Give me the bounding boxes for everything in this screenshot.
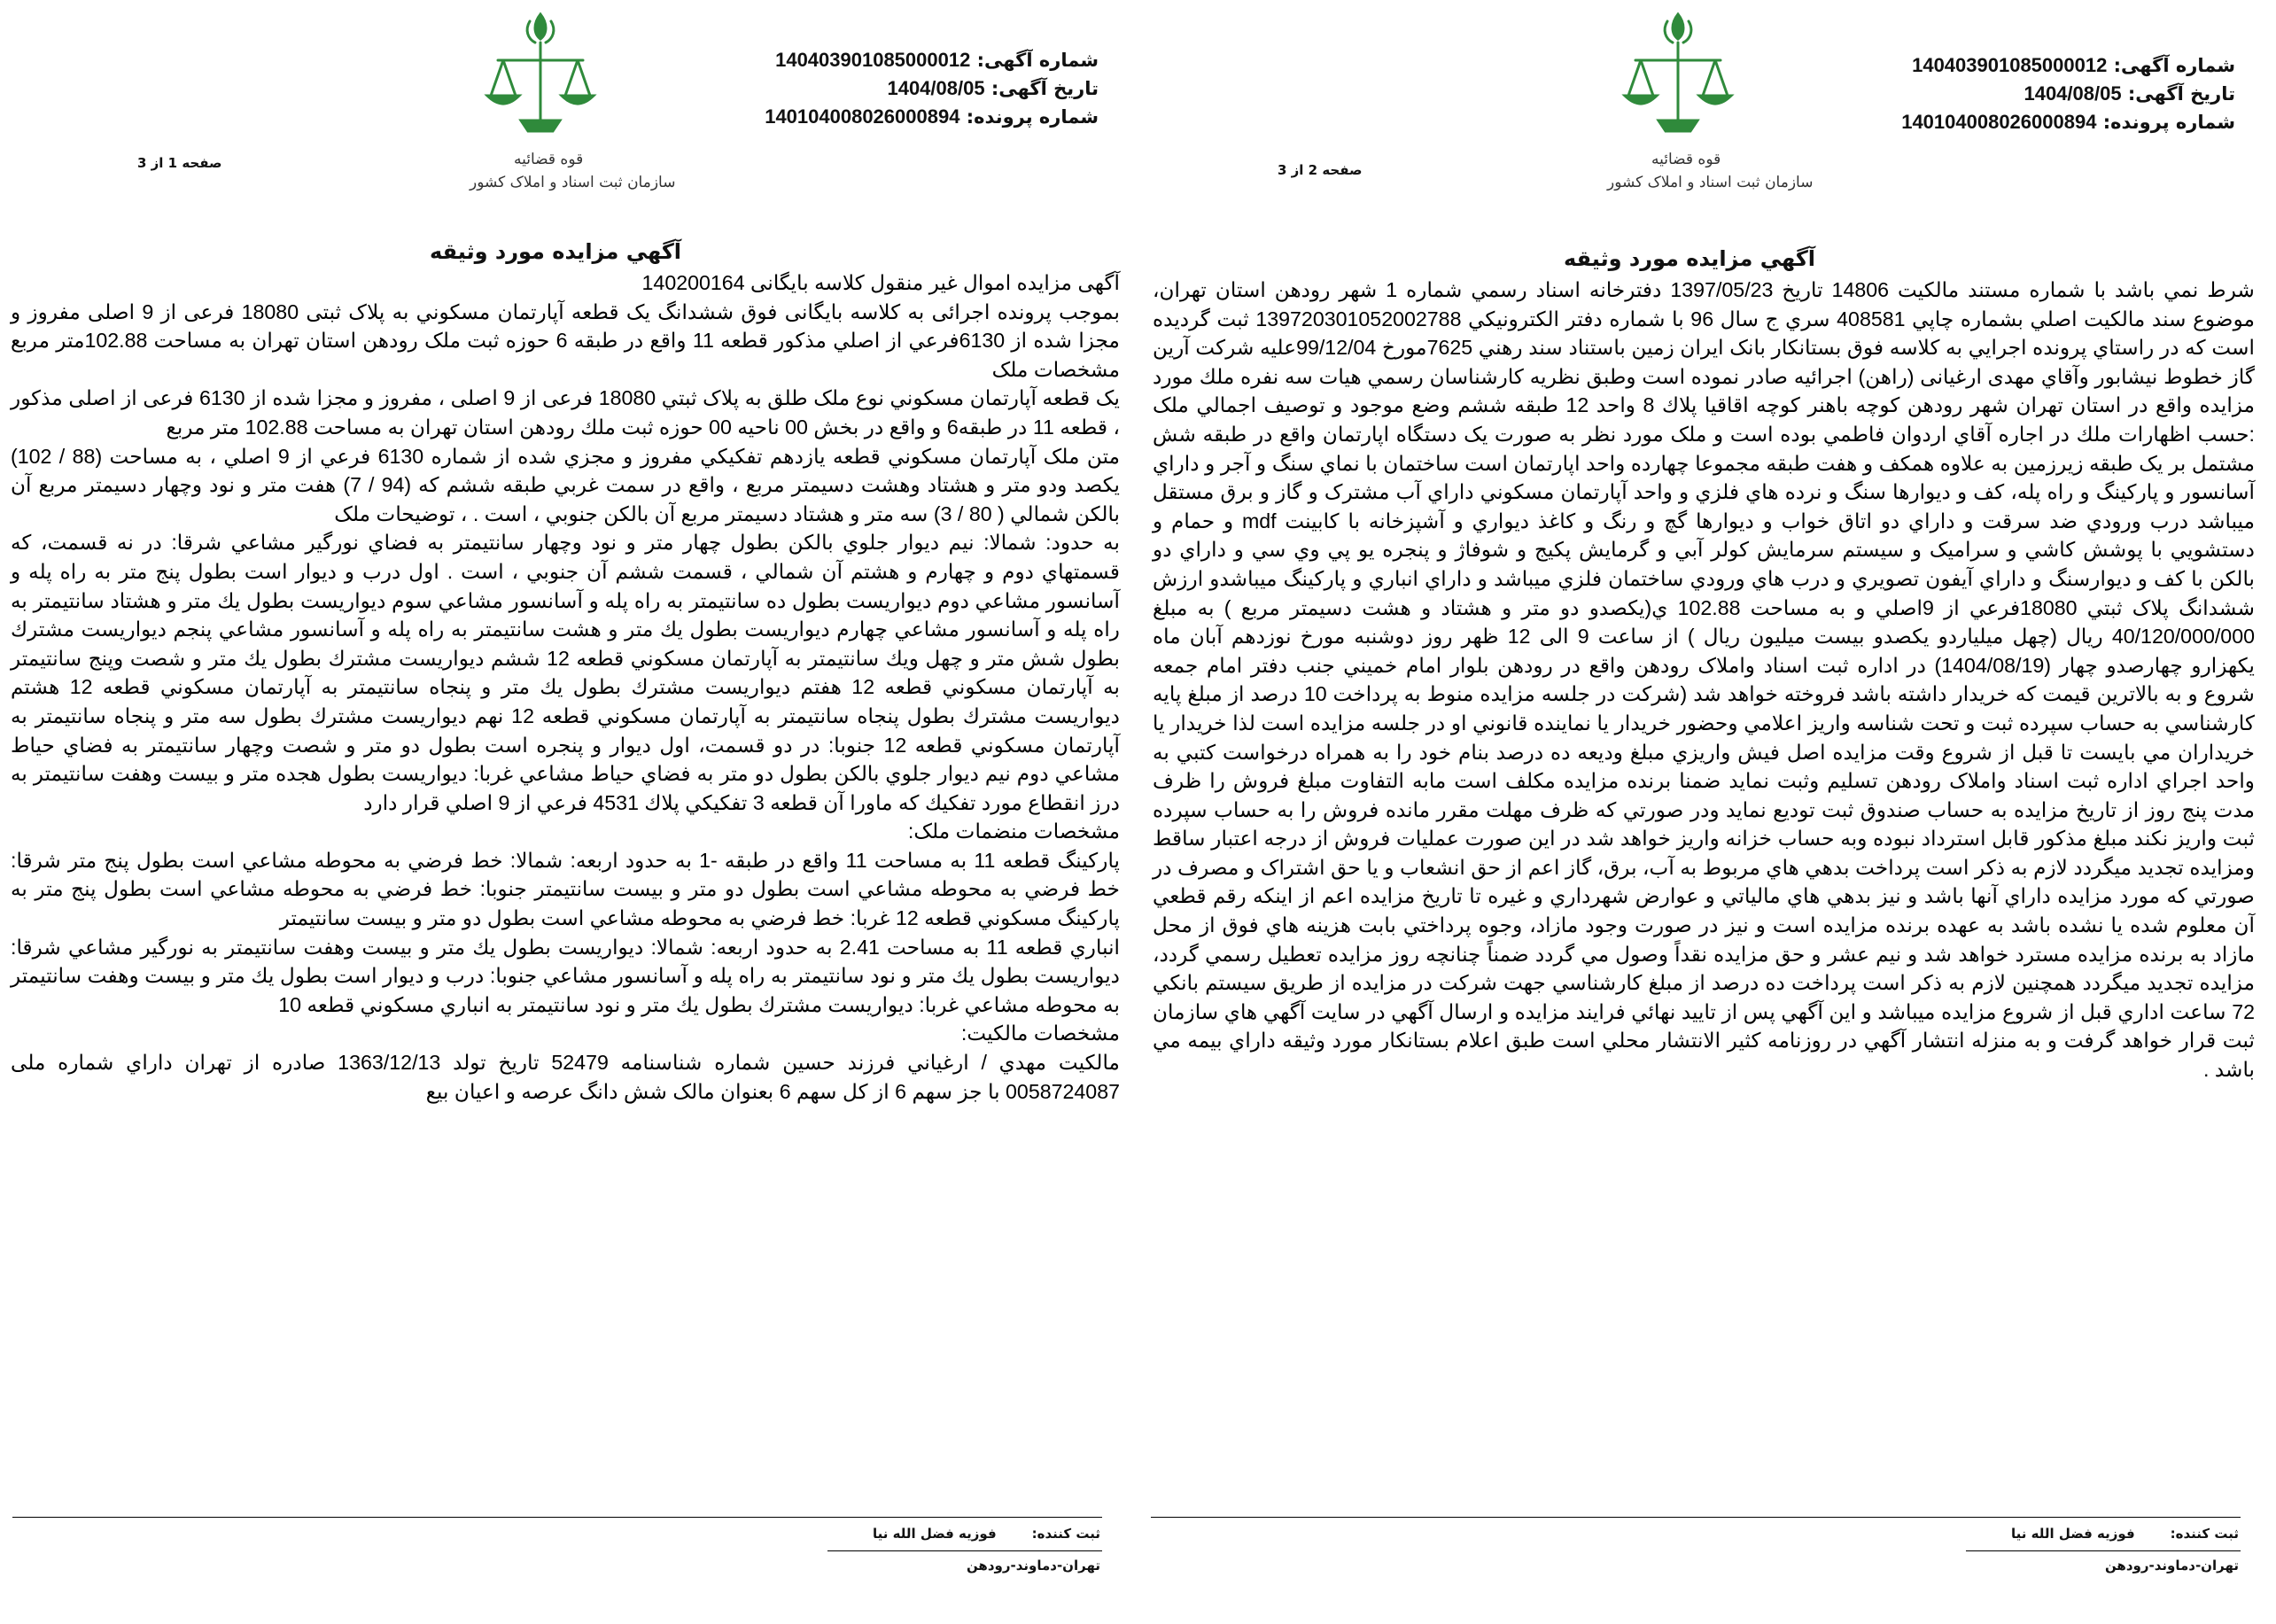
- footer-location: تهران-دماوند-رودهن: [2104, 1558, 2239, 1573]
- footer-divider: [1151, 1517, 2241, 1518]
- paragraph: متن ملک آپارتمان مسكوني قطعه يازدهم تفكيكي مفروز و مجزي شده از شماره 6130 فرعي از 9 اصلي ، به مساحت (88 / 102) يكصد ودو متر و هشتاد وهشت دسيمتر مربع ، واقع در سمت غربي طبقه ششم كه (94 / 7) هفت متر و نود وچهار دسيمتر مربع آن بالكن شمالي ( 80 / 3) سه متر و هشتاد دسيمتر مربع آن بالكن جنوبي ، است . ، توضيحات ملک: [11, 444, 1121, 525]
- page-number: صفحه 1 از 3: [137, 155, 222, 171]
- paragraph: آگهی مزایده اموال غیر منقول کلاسه بایگانی 140200164: [641, 271, 1120, 294]
- registrar-label: ثبت کننده:: [1031, 1526, 1100, 1542]
- emblem-caption-top: قوه قضائیه: [514, 151, 584, 168]
- page-2: [1138, 0, 2276, 1624]
- scales-of-justice-icon: [478, 7, 602, 149]
- paragraph: يک قطعه آپارتمان مسكوني نوع ملک طلق به پلاک ثبتي 18080 فرعی از 9 اصلی ، مفروز و مجزا شده از 6130 فرعی از اصلی مذکور ، قطعه 11 در طبقه6 و واقع در بخش 00 ناحيه 00 حوزه ثبت ملك رودهن استان تهران به مساحت 102.88 متر مربع: [11, 386, 1121, 439]
- file-number: 140104008026000894: [1901, 111, 2097, 133]
- paragraph: انباري قطعه 11 به مساحت 2.41 به حدود اربعه: شمالا: ديواريست بطول يك متر و بيست وهفت سانتيمتر به نورگير مشاعي شرقا: ديواريست بطول يك متر و نود سانتيمتر به راه پله و آسانسور مشاعي جنوبا: درب و ديوار است بطول يك متر و بيست وهفت سانتيمتر به محوطه مشاعي غربا: ديواريست مشترك بطول يك متر و نود سانتيمتر به انباري مسكوني قطعه 10: [11, 935, 1120, 1016]
- notice-number: 140403901085000012: [775, 49, 971, 71]
- document-title: آگهي مزايده مورد وثيقه: [429, 239, 681, 264]
- footer-divider: [1966, 1550, 2241, 1551]
- page-number: صفحه 2 از 3: [1278, 162, 1363, 178]
- notice-number-label: شماره آگهی:: [2113, 55, 2235, 76]
- judiciary-emblem-logo: [1607, 7, 1814, 198]
- emblem-caption-bottom: سازمان ثبت اسناد و املاک کشور: [470, 174, 676, 191]
- judiciary-emblem-logo: [470, 7, 676, 198]
- document-title: آگهي مزايده مورد وثيقه: [1563, 246, 1815, 271]
- notice-date-row: [765, 74, 1099, 103]
- emblem-caption-bottom: سازمان ثبت اسناد و املاک کشور: [1607, 174, 1814, 191]
- registrar: [2011, 1522, 2239, 1546]
- registrar-name: فوزیه فضل الله نیا: [2011, 1526, 2135, 1542]
- paragraph: مشخصات منضمات ملک:: [907, 820, 1120, 843]
- file-number-label: شماره پرونده:: [966, 106, 1099, 128]
- notice-number-row: [1901, 51, 2235, 80]
- paragraph: شرط نمي باشد با شماره مستند مالكيت 14806 تاريخ 1397/05/23 دفترخانه اسناد رسمي شماره 1 شهر رودهن استان تهران، موضوع سند مالكيت اصلي بشماره چاپي 408581 سري ج سال 96 با شماره دفتر الكترونيكي 139720301052002788 ثبت گرديده است كه در راستاي پرونده اجرايي به كلاسه فوق بستانكار بانک ايران زمين باستناد سند رهني 7625مورخ 99/12/04عليه شركت آرين گاز خطوط نيشابور وآقاي مهدی ارغیانی (راهن) اجرائيه صادر نموده است وطبق نظريه كارشناسان رسمي هيات سه نفره ملك مورد مزايده واقع در استان تهران شهر رودهن كوچه باهنر كوچه اقاقيا پلاك 8 واحد 12 طبقه ششم وضع موجود و توصيف اجمالي ملک :حسب اظهارات ملك در اجاره آقاي اردوان فاطمي بوده است و ملک مورد نظر به صورت يک دستگاه اپارتمان واقع در طبقه شش مشتمل بر يک طبقه زيرزمين به علاوه همكف و هفت طبقه مجموعا چهارده واحد اپارتمان است ساختمان با نماي سنگ و آجر و داراي آسانسور و پاركينگ و راه پله، كف و ديوارها سنگ و نرده هاي فلزي و واحد آپارتمان مسكوني داراي آب مشترک و گاز و برق مستقل ميباشد درب ورودي ضد سرقت و داراي دو اتاق خواب و ديوارها گچ و رنگ و كاغذ ديواري و آشپزخانه با كابينت mdf و حمام و دستشويي با پوشش كاشي و سراميک و سيستم سرمايش كولر آبي و گرمايش پكيج و شوفاژ و پنجره يو پي وي سي و داراي دو بالكن با كف و ديوارسنگ و داراي آيفون تصويري و درب هاي ورودي ساختمان فلزي ميباشد و داراي انباري و پاركينگ ميباشدو ارزش ششدانگ پلاک ثبتي 18080فرعي از 9اصلي و به مساحت 102.88 ي(يكصدو دو متر و هشتاد و هشت دسيمتر مربع ) به مبلغ 40/120/000/000 ريال (چهل ميلياردو يكصدو بيست ميليون ريال ) از ساعت 9 الی 12 ظهر روز دوشنبه مورخ نوزدهم آبان ماه يكهزارو چهارصدو چهار (1404/08/19) در اداره ثبت اسناد واملاک رودهن واقع در رودهن بلوار امام خميني جنب دفتر امام جمعه شروع و به بالاترين قيمت كه خريدار داشته باشد فروخته خواهد شد (شركت در جلسه مزايده منوط به پرداخت 10 درصد از مبلغ پايه كارشناسي به حساب سپرده ثبت و تحت شناسه واريز اعلامي وحضور خريدار يا نماينده قانوني او در جلسه مزايده است لذا خريدار يا خريداران مي بايست تا قبل از شروع وقت مزايده اصل فيش واريزي مبلغ وديعه ده درصد بنام خود را به همراه درخواست كتبي به واحد اجراي اداره ثبت اسناد واملاک رودهن تسليم وثبت نمايد ضمنا برنده مزايده مكلف است مابه التفاوت مبلغ فروش را ظرف مدت پنج روز از تاريخ مزايده به حساب صندوق ثبت توديع نمايد ودر صورتي كه ظرف مهلت مقرر مانده فروش را به حساب سپرده ثبت واريز نكند مبلغ مذكور قابل استرداد نبوده وبه حساب خزانه واريز خواهد شد در اين صورت عمليات فروش از درجه اعتبار ساقط ومزايده تجديد ميگردد لازم به ذكر است پرداخت بدهي هاي مربوط به آب، برق، گاز اعم از حق انشعاب و يا حق اشتراک و مصرف در صورتي كه مورد مزايده داراي آنها باشد و نيز بدهي هاي مالياتي و عوارض شهرداري و غيره تا تاريخ مزايده اعم از اينكه رقم قطعي آن معلوم شده يا نشده باشد به عهده برنده مزايده است و نيز در صورت وجود مازاد، وجوه پرداختي بابت هزينه هاي فوق از محل مازاد به برنده مزايده مسترد خواهد شد و نيم عشر و حق مزايده نقداً وصول مي گردد ضمناً چنانچه روز مزايده تعطيل رسمي گردد، مزايده تجديد ميگردد همچنين لازم به ذكر است پرداخت ده درصد از مبلغ كارشناسي جهت شركت در مزايده از طريق سيستم بانكي 72 ساعت اداري قبل از شروع مزايده ميباشد و اين آگهي پس از تاييد نهائي فرايند مزايده و ارسال آگهي در سايت آگهي هاي سازمان ثبت قرار خواهد گرفت و به منزله انتشار آگهي در روزنامه كثير الانتشار محلي است طبق اعلام بستانكار مورد وثيقه داراي بيمه مي باشد .: [1153, 278, 2255, 1082]
- registrar-name: فوزیه فضل الله نیا: [873, 1526, 997, 1542]
- footer: [1151, 1517, 2241, 1588]
- registrar: [873, 1522, 1100, 1546]
- emblem-caption-top: قوه قضائیه: [1651, 151, 1721, 168]
- notice-number-label: شماره آگهی:: [976, 50, 1099, 71]
- paragraph: مالكيت مهدي / ارغياني فرزند حسين شماره شناسنامه 52479 تاريخ تولد 1363/12/13 صادره از تهران داراي شماره ملی 0058724087 با جز سهم 6 از كل سهم 6 بعنوان مالک شش دانگ عرصه و اعيان بيع: [11, 1051, 1120, 1103]
- notice-date: 1404/08/05: [2024, 82, 2122, 105]
- file-number-row: [765, 103, 1099, 131]
- file-number-label: شماره پرونده:: [2102, 112, 2235, 133]
- notice-body: [11, 268, 1120, 1106]
- notice-date: 1404/08/05: [887, 77, 985, 99]
- scales-of-justice-icon: [1616, 7, 1740, 149]
- paragraph: پاركينگ قطعه 11 به مساحت 11 واقع در طبقه -1 به حدود اربعه: شمالا: خط فرضي به محوطه مشاعي است بطول پنج متر شرقا: خط فرضي به محوطه مشاعي است بطول دو متر و بيست سانتيمتر جنوبا: خط فرضي به محوطه مشاعي است بطول پنج متر به پاركينگ مسكوني قطعه 12 غربا: خط فرضي به محوطه مشاعي است بطول دو متر و بيست سانتيمتر: [11, 848, 1120, 930]
- notice-date-label: تاریخ آگهی:: [2127, 83, 2235, 105]
- footer-location: تهران-دماوند-رودهن: [966, 1558, 1100, 1573]
- registrar-label: ثبت کننده:: [2170, 1526, 2239, 1542]
- paragraph: بموجب پرونده اجرائی به کلاسه بایگانی فوق ششدانگ یک قطعه آپارتمان مسكوني به پلاک ثبتی 18080 فرعی از 9 اصلی مفروز و مجزا شده از 6130فرعي از اصلي مذكور قطعه 11 واقع در طبقه 6 حوزه ثبت ملک رودهن استان تهران به مساحت 102.88متر مربع مشخصات ملک: [11, 299, 1121, 381]
- notice-header: [765, 46, 1099, 131]
- notice-number-row: [765, 46, 1099, 74]
- notice-header: [1901, 51, 2235, 136]
- footer-divider: [827, 1550, 1102, 1551]
- notice-date-row: [1901, 80, 2235, 108]
- notice-body: [1153, 276, 2255, 1084]
- paragraph: مشخصات مالکیت:: [960, 1022, 1120, 1045]
- footer: [12, 1517, 1102, 1588]
- notice-number: 140403901085000012: [1912, 54, 2108, 76]
- paragraph: به حدود: شمالا: نيم ديوار جلوي بالكن بطول چهار متر و نود وچهار سانتيمتر به فضاي نورگير مشاعي شرقا: در نه قسمت، كه قسمتهاي دوم و چهارم و هشتم آن شمالي ، قسمت ششم آن جنوبي ، است . اول درب و ديوار است بطول پنج متر به راه پله و آسانسور مشاعي دوم ديواريست بطول ده سانتيمتر به راه پله و آسانسور مشاعي سوم ديواريست بطول يك متر و هشتاد سانتيمتر به راه پله و آسانسور مشاعي چهارم ديواريست بطول يك متر و هشت سانتيمتر به راه پله و آسانسور مشاعي پنجم ديواريست مشترك بطول شش متر و چهل ويك سانتيمتر به آپارتمان مسكوني قطعه 12 ششم ديواريست مشترك بطول يك متر و شصت وپنج سانتيمتر به آپارتمان مسكوني قطعه 12 هفتم ديواريست مشترك بطول يك متر و پنجاه سانتيمتر به آپارتمان مسكوني قطعه 12 هشتم ديواريست مشترك بطول پنجاه سانتيمتر به آپارتمان مسكوني قطعه 12 نهم ديواريست مشترك بطول سه متر و پنجاه سانتيمتر به آپارتمان مسكوني قطعه 12 جنوبا: در دو قسمت، اول ديوار و پنجره است بطول دو متر و شصت وچهار سانتيمتر به فضاي حياط مشاعي دوم نيم ديوار جلوي بالكن بطول دو متر به فضاي حياط مشاعي غربا: ديواريست بطول هجده متر و بيست وهفت سانتيمتر به درز انقطاع مورد تفكيك كه ماورا آن قطعه 3 تفكيكي پلاك 4531 فرعي از 9 اصلي قرار دارد: [11, 531, 1121, 814]
- file-number-row: [1901, 108, 2235, 136]
- footer-divider: [12, 1517, 1102, 1518]
- file-number: 140104008026000894: [765, 105, 960, 128]
- notice-date-label: تاریخ آگهی:: [990, 78, 1099, 99]
